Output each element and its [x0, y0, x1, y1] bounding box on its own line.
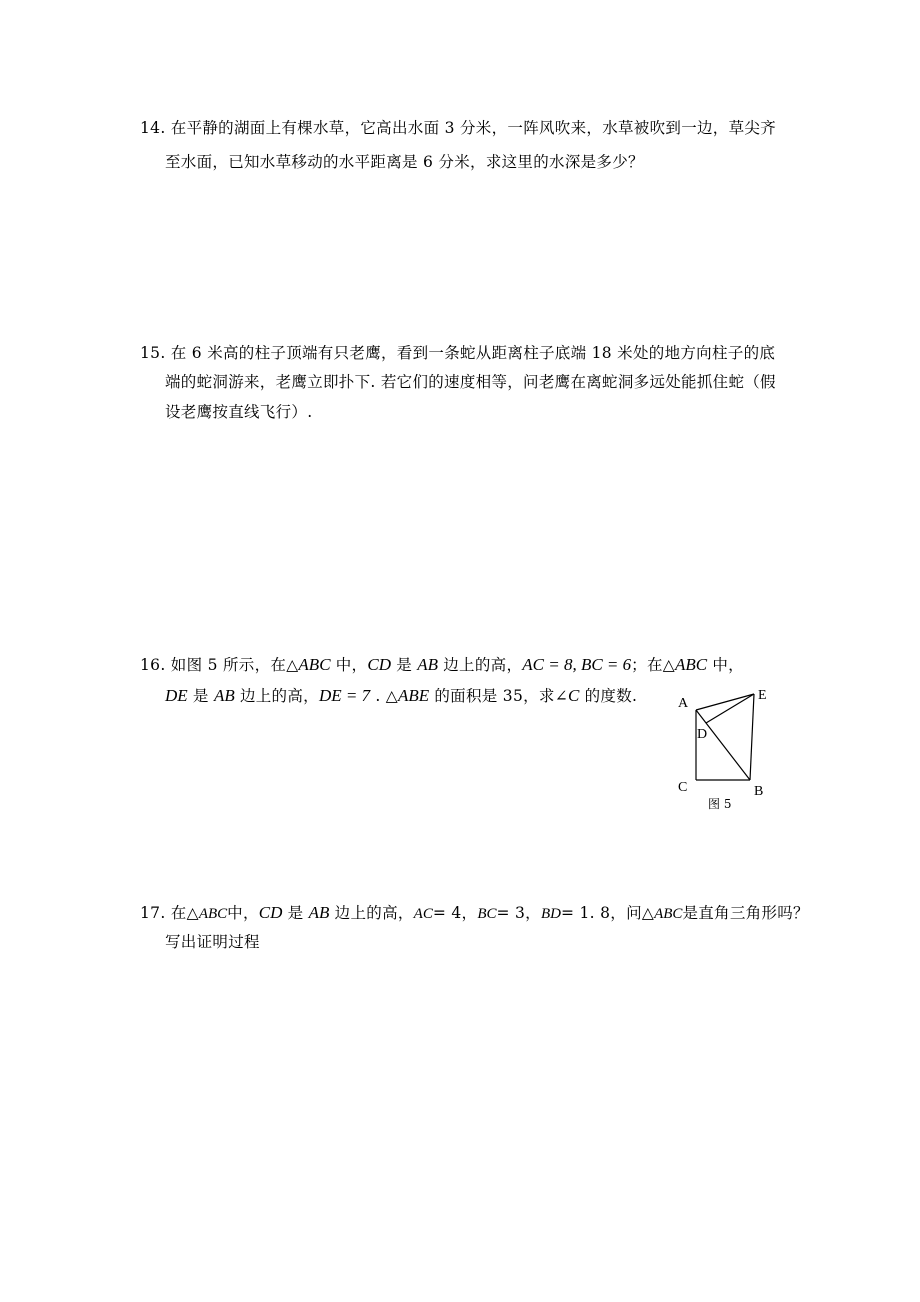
- segment-ab: [696, 710, 750, 780]
- q16-text: 是: [187, 687, 214, 705]
- q17-ab: AB: [308, 903, 330, 922]
- q16-line-2: [165, 686, 637, 706]
- q17-text: 边上的高，: [329, 904, 414, 922]
- q16-text: 是: [390, 656, 418, 674]
- q16-abc-2: ABC: [674, 655, 708, 674]
- q16-ab-1: AB: [417, 655, 439, 674]
- q17-bc: BC: [477, 906, 497, 922]
- q17-text: = 4，: [432, 904, 478, 922]
- segment-eb: [750, 694, 754, 780]
- label-a: A: [678, 696, 689, 711]
- q17-bd: BD: [540, 906, 561, 922]
- q16-text: 的面积是 35，求∠: [429, 687, 569, 705]
- q17-text: 是: [282, 904, 309, 922]
- q16-text: . △: [370, 687, 398, 705]
- q16-de: DE: [165, 686, 188, 705]
- label-d: D: [697, 727, 708, 742]
- q17-text: = 3，: [496, 904, 541, 922]
- q16-ab-2: AB: [213, 686, 235, 705]
- q16-number: 16. 如图 5 所示，在△: [140, 656, 299, 674]
- segment-ae: [696, 694, 754, 710]
- q16-text: 边上的高，: [234, 687, 319, 705]
- q17-text: 17. 在△: [140, 904, 199, 922]
- q16-text: 的度数.: [579, 687, 638, 705]
- q16-text: 边上的高，: [438, 656, 523, 674]
- figure-caption: 图 5: [708, 797, 732, 811]
- q16-abc-1: ABC: [298, 655, 331, 674]
- q17-text: = 1. 8，问△: [560, 904, 655, 922]
- q15-line-1: 15. 在 6 米高的柱子顶端有只老鹰，看到一条蛇从距离柱子底端 18 米处的地方向柱子的底: [140, 344, 776, 362]
- q15-line-2: 端的蛇洞游来，老鹰立即扑下. 若它们的速度相等，问老鹰在离蛇洞多远处能抓住蛇（假: [165, 373, 776, 391]
- q17-line-2: 写出证明过程: [165, 933, 260, 951]
- q16-cd: CD: [367, 655, 391, 674]
- q16-c: C: [568, 686, 580, 705]
- segment-de: [706, 694, 754, 723]
- q17-abc-2: ABC: [654, 906, 683, 922]
- q16-ac-bc-equation: AC = 8, BC = 6: [522, 655, 632, 674]
- q16-text: ；在△: [631, 656, 675, 674]
- q17-cd: CD: [258, 903, 283, 922]
- q16-de-equation: DE = 7: [318, 686, 371, 705]
- q16-abe: ABE: [398, 686, 430, 705]
- q17-text: 是直角三角形吗？: [682, 904, 809, 922]
- q17-line-1: [140, 903, 809, 924]
- figure-5: [668, 682, 778, 812]
- q16-line-1: [140, 655, 744, 675]
- label-b: B: [754, 784, 764, 799]
- label-c: C: [678, 780, 688, 795]
- q16-text: 中，: [707, 656, 744, 674]
- q16-text: 中，: [330, 656, 368, 674]
- q17-text: 中，: [227, 904, 259, 922]
- q17-ac: AC: [413, 906, 433, 922]
- label-e: E: [758, 688, 767, 703]
- q17-abc-1: ABC: [198, 906, 228, 922]
- q15-line-3: 设老鹰按直线飞行）.: [165, 403, 313, 421]
- q14-line-2: 至水面，已知水草移动的水平距离是 6 分米，求这里的水深是多少？: [165, 153, 644, 171]
- q14-line-1: 14. 在平静的湖面上有棵水草，它高出水面 3 分米，一阵风吹来，水草被吹到一边，草尖齐: [140, 119, 776, 137]
